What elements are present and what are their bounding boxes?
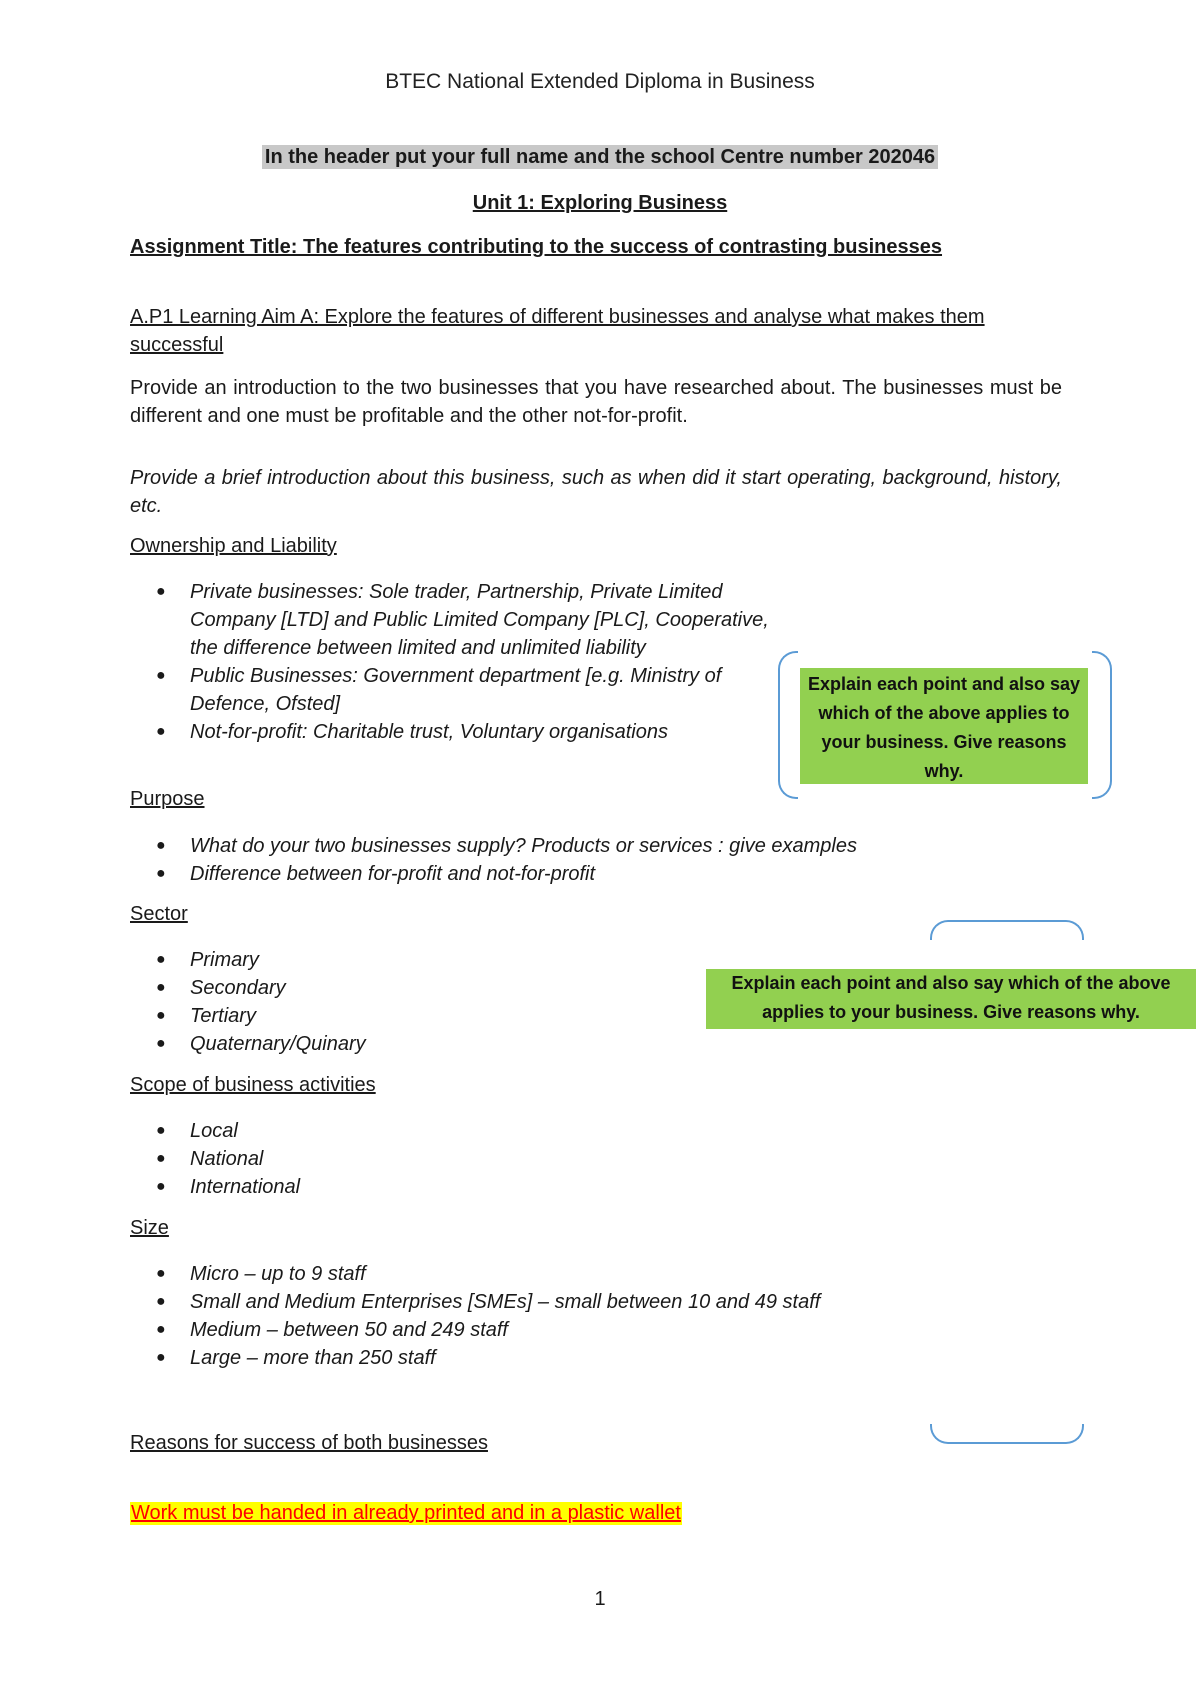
callout-explain-sector: Explain each point and also say which of the above applies to your business. Give reasons why. bbox=[706, 969, 1196, 1029]
reasons-heading: Reasons for success of both businesses bbox=[130, 1432, 488, 1454]
list-item: ● Primary bbox=[152, 946, 652, 974]
scope-heading: Scope of business activities bbox=[130, 1074, 376, 1096]
size-list bbox=[152, 1260, 1052, 1372]
list-item: ● What do your two businesses supply? Products or services : give examples bbox=[152, 832, 1052, 860]
bullet-icon: ● bbox=[156, 1007, 166, 1024]
bullet-icon: ● bbox=[156, 583, 166, 600]
scope-list bbox=[152, 1117, 652, 1201]
bullet-icon: ● bbox=[156, 1035, 166, 1052]
list-item: ● Large – more than 250 staff bbox=[152, 1344, 1052, 1372]
list-item: ● Quaternary/Quinary bbox=[152, 1030, 652, 1058]
callout-explain-ownership: Explain each point and also say which of the above applies to your business. Give reasons why. bbox=[800, 668, 1088, 784]
bullet-icon: ● bbox=[156, 1122, 166, 1139]
bullet-icon: ● bbox=[156, 837, 166, 854]
list-item: ● National bbox=[152, 1145, 652, 1173]
bullet-icon: ● bbox=[156, 865, 166, 882]
list-item: ● Tertiary bbox=[152, 1002, 652, 1030]
page-header: BTEC National Extended Diploma in Business bbox=[385, 70, 815, 93]
top-bracket bbox=[930, 920, 1084, 940]
list-item: ● Medium – between 50 and 249 staff bbox=[152, 1316, 1052, 1344]
learning-aim: A.P1 Learning Aim A: Explore the features of different businesses and analyse what makes them successful bbox=[130, 306, 985, 356]
bullet-icon: ● bbox=[156, 667, 166, 684]
bullet-icon: ● bbox=[156, 1349, 166, 1366]
sector-heading: Sector bbox=[130, 903, 188, 925]
size-heading: Size bbox=[130, 1217, 169, 1239]
right-bracket bbox=[1092, 651, 1112, 799]
ownership-list bbox=[152, 578, 792, 746]
sector-list bbox=[152, 946, 652, 1058]
list-item: ● Micro – up to 9 staff bbox=[152, 1260, 1052, 1288]
list-item: ● International bbox=[152, 1173, 652, 1201]
bullet-icon: ● bbox=[156, 1150, 166, 1167]
brief-paragraph: Provide a brief introduction about this business, such as when did it start operating, background, history, etc. bbox=[130, 467, 1062, 517]
instruction-line bbox=[0, 146, 1200, 169]
unit-title: Unit 1: Exploring Business bbox=[472, 192, 728, 214]
bullet-icon: ● bbox=[156, 1293, 166, 1310]
bullet-icon: ● bbox=[156, 723, 166, 740]
intro-paragraph: Provide an introduction to the two businesses that you have researched about. The businesses must be different and one must be profitable and the other not-for-profit. bbox=[130, 377, 1062, 427]
list-item: ● Local bbox=[152, 1117, 652, 1145]
purpose-heading: Purpose bbox=[130, 788, 205, 810]
bullet-icon: ● bbox=[156, 1178, 166, 1195]
list-item: ● Not-for-profit: Charitable trust, Voluntary organisations bbox=[152, 718, 792, 746]
bottom-bracket bbox=[930, 1424, 1084, 1444]
assignment-title: Assignment Title: The features contributing to the success of contrasting businesses bbox=[130, 236, 943, 258]
list-item: ● Secondary bbox=[152, 974, 652, 1002]
list-item: ● Public Businesses: Government department [e.g. Ministry of Defence, Ofsted] bbox=[152, 662, 792, 718]
bullet-icon: ● bbox=[156, 951, 166, 968]
list-item: ● Private businesses: Sole trader, Partnership, Private Limited Company [LTD] and Public Limited Company [PLC], Cooperative, the difference between limited and unlimited liability bbox=[152, 578, 792, 662]
bullet-icon: ● bbox=[156, 979, 166, 996]
bullet-icon: ● bbox=[156, 1265, 166, 1282]
instruction-highlight: In the header put your full name and the school Centre number 202046 bbox=[262, 145, 938, 169]
list-item: ● Difference between for-profit and not-for-profit bbox=[152, 860, 1052, 888]
ownership-heading: Ownership and Liability bbox=[130, 535, 337, 557]
page-number: 1 bbox=[594, 1588, 606, 1610]
submission-note: Work must be handed in already printed and in a plastic wallet bbox=[131, 1502, 681, 1524]
left-bracket bbox=[778, 651, 798, 799]
purpose-list bbox=[152, 832, 1052, 888]
bullet-icon: ● bbox=[156, 1321, 166, 1338]
list-item: ● Small and Medium Enterprises [SMEs] – small between 10 and 49 staff bbox=[152, 1288, 1052, 1316]
